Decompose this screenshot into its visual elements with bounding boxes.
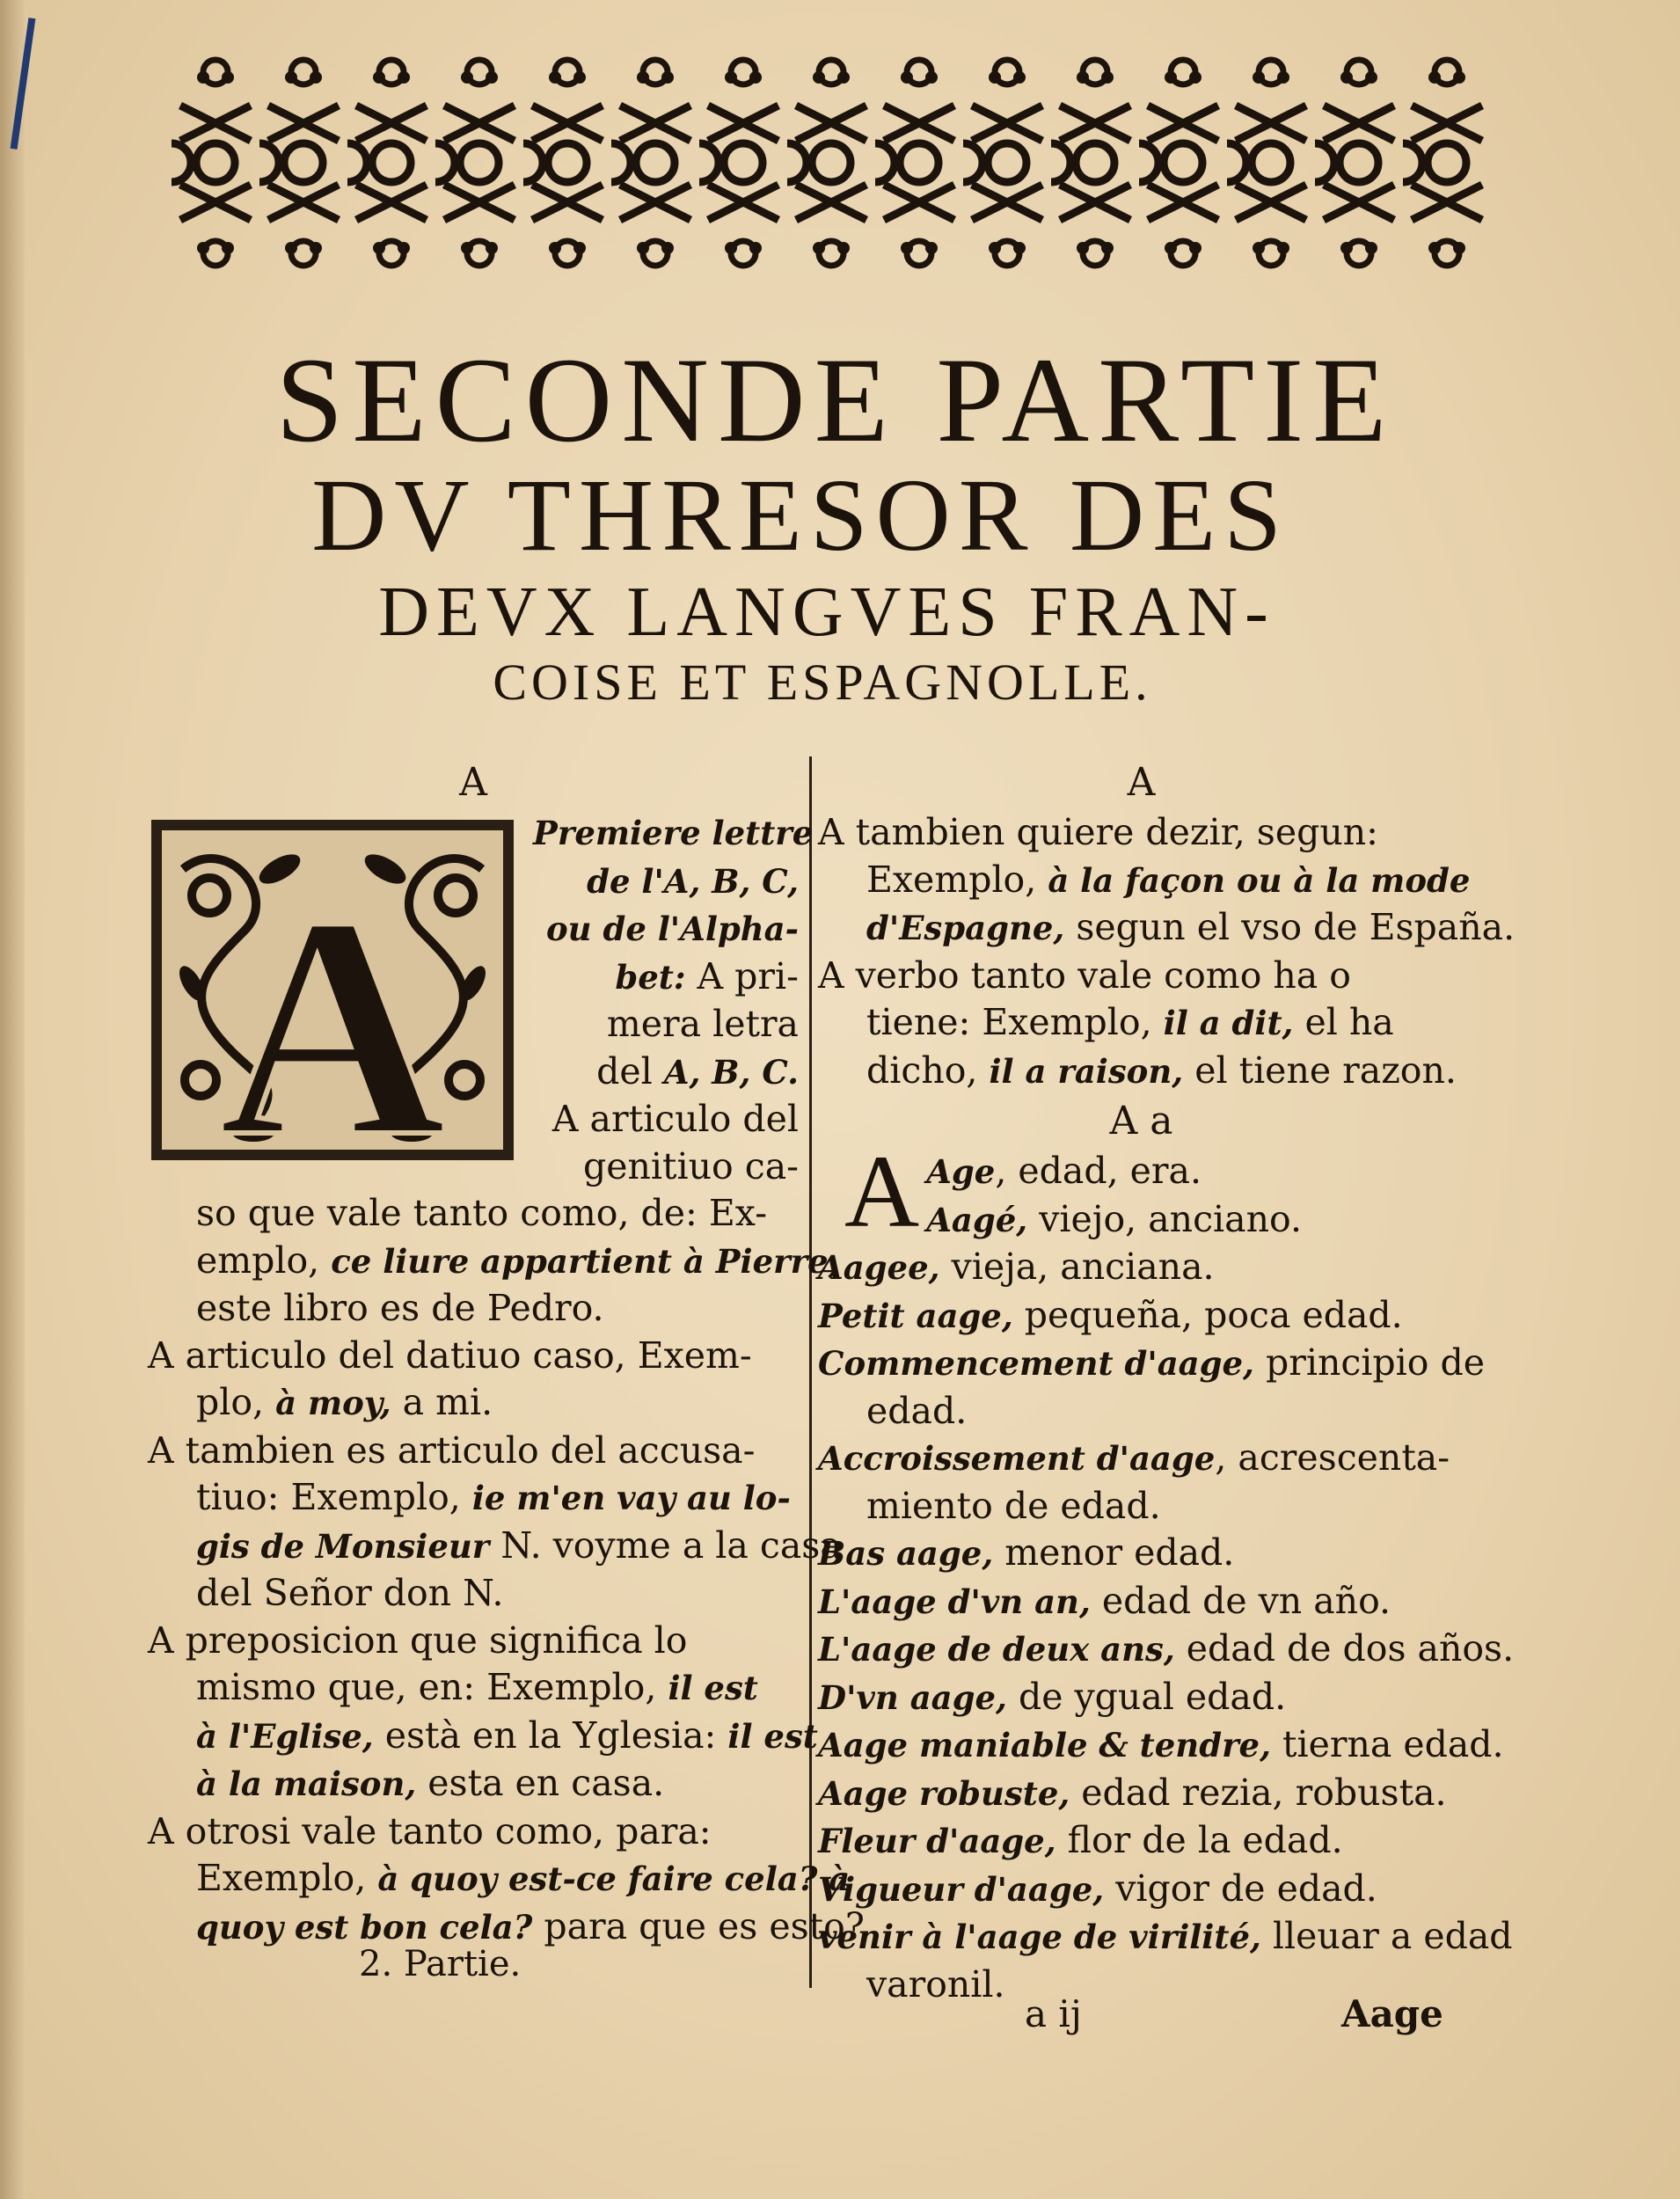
italic-run: D'vn aage, — [818, 1677, 1007, 1717]
italic-run: gis de Monsieur — [196, 1526, 490, 1566]
text-line — [818, 857, 1471, 905]
title-line-1: SECONDE PARTIE — [275, 332, 1396, 467]
dropcap-letter: A — [218, 851, 447, 1202]
text-line — [148, 1618, 799, 1665]
text-run: viejo, anciano. — [1027, 1197, 1303, 1240]
text-line — [148, 1664, 799, 1713]
text-run: tierna edad. — [1270, 1723, 1504, 1765]
text-line — [148, 1713, 818, 1761]
italic-run: Aage maniable & tendre, — [818, 1726, 1271, 1764]
text-run: miento de edad. — [866, 1484, 1161, 1527]
column-rule — [809, 756, 812, 1988]
left-column-heading: A — [459, 760, 487, 805]
entry-aage — [818, 1134, 1465, 1249]
text-run: edad de dos años. — [1174, 1627, 1515, 1669]
text-run: emplo, — [196, 1238, 332, 1282]
text-run: N. voyme a la casa — [489, 1523, 842, 1567]
right-column-heading: A — [1127, 760, 1156, 805]
title-block — [132, 332, 1504, 714]
section-subheading: A a — [1109, 1099, 1173, 1143]
text-run: Exemplo, — [196, 1857, 378, 1899]
italic-run: Bas aage, — [818, 1534, 994, 1573]
entry-a-continued — [818, 809, 1516, 1095]
decorated-initial-a — [148, 816, 517, 1202]
text-run: tiene: Exemplo, — [866, 1001, 1164, 1043]
text-run: A tambien es articulo del accusa- — [148, 1428, 756, 1472]
italic-run: Age — [926, 1152, 996, 1191]
entries-aage-list — [818, 1244, 1515, 2008]
italic-run: Commencement d'aage, — [818, 1344, 1254, 1383]
text-run: edad rezia, robusta. — [1070, 1771, 1447, 1814]
left-column — [148, 756, 865, 1951]
italic-run: il a raison, — [989, 1051, 1184, 1091]
text-line — [818, 953, 1465, 1000]
text-run: segun el vso de España. — [1064, 906, 1516, 948]
entry-a-accusative — [148, 1428, 842, 1618]
italic-run: Aage robuste, — [818, 1773, 1070, 1813]
text-run: A articulo del — [551, 1098, 799, 1140]
text-run: mera letra — [606, 1003, 799, 1045]
italic-run: ou de l'Alpha- — [545, 910, 799, 948]
text-line — [148, 1855, 851, 1903]
text-run: vigor de edad. — [1104, 1867, 1377, 1910]
italic-run: d'Espagne, — [866, 909, 1065, 947]
text-line — [818, 1674, 1465, 1722]
text-run: edad. — [866, 1389, 968, 1432]
text-run: vieja, anciana. — [939, 1246, 1215, 1288]
headpiece-ornament — [172, 53, 1491, 273]
text-line — [818, 1578, 1465, 1626]
text-run: flor de la edad. — [1055, 1819, 1343, 1861]
text-line — [818, 1435, 1465, 1483]
text-line — [818, 1770, 1465, 1818]
text-line — [818, 1244, 1465, 1292]
italic-run: Premiere lettre — [533, 814, 814, 852]
text-run: tiuo: Exemplo, — [196, 1476, 472, 1518]
italic-run: ce liure appartient à Pierre, — [331, 1241, 840, 1281]
text-line — [148, 1285, 799, 1333]
entry-a-genitive-cont — [148, 1190, 840, 1333]
italic-run: ie m'en vay au lo- — [471, 1479, 791, 1517]
signature-mark: 2. Partie. — [359, 1944, 522, 1984]
text-line — [818, 904, 1516, 953]
text-run: para que es esto? — [532, 1904, 865, 1947]
text-run: este libro es de Pedro. — [196, 1287, 604, 1329]
text-line — [818, 1721, 1504, 1770]
entry-a-preposition — [148, 1618, 818, 1808]
text-run: , acrescenta- — [1215, 1436, 1450, 1479]
text-line — [818, 1292, 1465, 1341]
italic-run: quoy est bon cela? — [196, 1907, 533, 1947]
text-run: principio de — [1253, 1341, 1486, 1384]
text-run: a mi. — [391, 1381, 493, 1423]
text-run: A articulo del datiuo caso, Exem- — [148, 1333, 752, 1377]
title-line-2: DV THRESOR DES — [311, 457, 1289, 573]
italic-run: Accroissement d'aage — [818, 1439, 1216, 1478]
text-run: so que vale tanto como, de: Ex- — [196, 1192, 768, 1234]
text-line — [818, 1817, 1465, 1866]
text-run: menor edad. — [993, 1531, 1235, 1574]
text-run: A tambien quiere dezir, segun: — [818, 811, 1378, 853]
text-run: lleuar a edad — [1260, 1915, 1513, 1957]
text-line — [818, 1483, 1465, 1531]
text-run: A otrosi vale tanto como, para: — [148, 1809, 712, 1852]
text-line — [148, 1570, 799, 1618]
italic-run: A, B, C. — [663, 1052, 799, 1092]
text-line — [818, 1048, 1465, 1096]
text-run: genitiuo ca- — [583, 1144, 799, 1187]
text-run: varonil. — [866, 1962, 1005, 2005]
text-run: Exemplo, — [866, 858, 1048, 901]
text-run: esta en casa. — [416, 1762, 665, 1804]
text-run: del Señor don N. — [196, 1572, 504, 1614]
italic-run: Petit aage, — [818, 1296, 1013, 1335]
text-run: de ygual edad. — [1006, 1675, 1287, 1718]
page-edge — [0, 0, 25, 2199]
italic-run: venir à l'aage de virilité, — [818, 1918, 1261, 1956]
right-column — [818, 756, 1516, 2008]
text-run: pequeña, poca edad. — [1012, 1293, 1403, 1336]
catchword: Aage — [1341, 1992, 1443, 2035]
text-line — [148, 1333, 799, 1380]
text-run: del — [596, 1049, 664, 1092]
text-line — [818, 1340, 1486, 1388]
italic-run: Vigueur d'aage, — [818, 1869, 1105, 1909]
text-run: edad de vn año. — [1090, 1579, 1391, 1622]
text-run: el tiene razon. — [1183, 1048, 1457, 1092]
italic-run: bet: — [615, 957, 686, 997]
text-run: A pri- — [685, 954, 799, 997]
italic-run: à l'Eglise, — [196, 1716, 374, 1756]
text-run: està en la Yglesia: — [373, 1713, 728, 1757]
entry-a-para — [148, 1808, 865, 1952]
section-initial: A — [844, 1134, 920, 1249]
italic-run: Fleur d'aage, — [818, 1822, 1056, 1860]
italic-run: il est — [668, 1669, 758, 1707]
text-run: plo, — [196, 1381, 276, 1423]
text-line — [818, 1388, 1465, 1436]
text-line — [148, 1428, 799, 1475]
italic-run: L'aage de deux ans, — [818, 1630, 1175, 1669]
italic-run: à moy, — [275, 1384, 391, 1422]
text-line — [818, 999, 1465, 1048]
text-run: dicho, — [866, 1048, 990, 1092]
italic-run: il est — [727, 1716, 818, 1756]
text-line — [818, 1866, 1465, 1914]
italic-run: Aagé, — [926, 1200, 1028, 1239]
text-run: A preposicion que significa lo — [148, 1618, 688, 1662]
text-line — [818, 1626, 1515, 1674]
text-line — [148, 1238, 840, 1286]
italic-run: à quoy est-ce faire cela? à — [377, 1859, 851, 1898]
entry-a-dative — [148, 1333, 799, 1428]
text-line — [148, 1474, 799, 1523]
text-run: , edad, era. — [995, 1150, 1202, 1192]
text-run: mismo que, en: Exemplo, — [196, 1666, 668, 1708]
text-line — [818, 809, 1465, 857]
text-line — [148, 1808, 799, 1856]
text-run: A verbo tanto vale como ha o — [818, 953, 1351, 997]
title-line-4: COISE ET ESPAGNOLLE. — [493, 654, 1152, 711]
text-line — [818, 1913, 1513, 1962]
text-line — [148, 1523, 842, 1571]
text-run: el ha — [1293, 1001, 1394, 1043]
text-line — [148, 1379, 799, 1428]
title-line-3: DEVX LANGVES FRAN- — [378, 573, 1275, 651]
text-line — [818, 1530, 1465, 1578]
italic-run: de l'A, B, C, — [587, 861, 799, 901]
folio-number: a ij — [1025, 1992, 1082, 2035]
text-line — [148, 1190, 799, 1238]
italic-run: à la façon ou à la mode — [1048, 860, 1471, 900]
italic-run: il a dit, — [1163, 1004, 1294, 1042]
text-line — [148, 1760, 799, 1808]
italic-run: Aagee, — [818, 1248, 940, 1287]
italic-run: à la maison, — [196, 1764, 417, 1803]
italic-run: L'aage d'vn an, — [818, 1582, 1091, 1621]
